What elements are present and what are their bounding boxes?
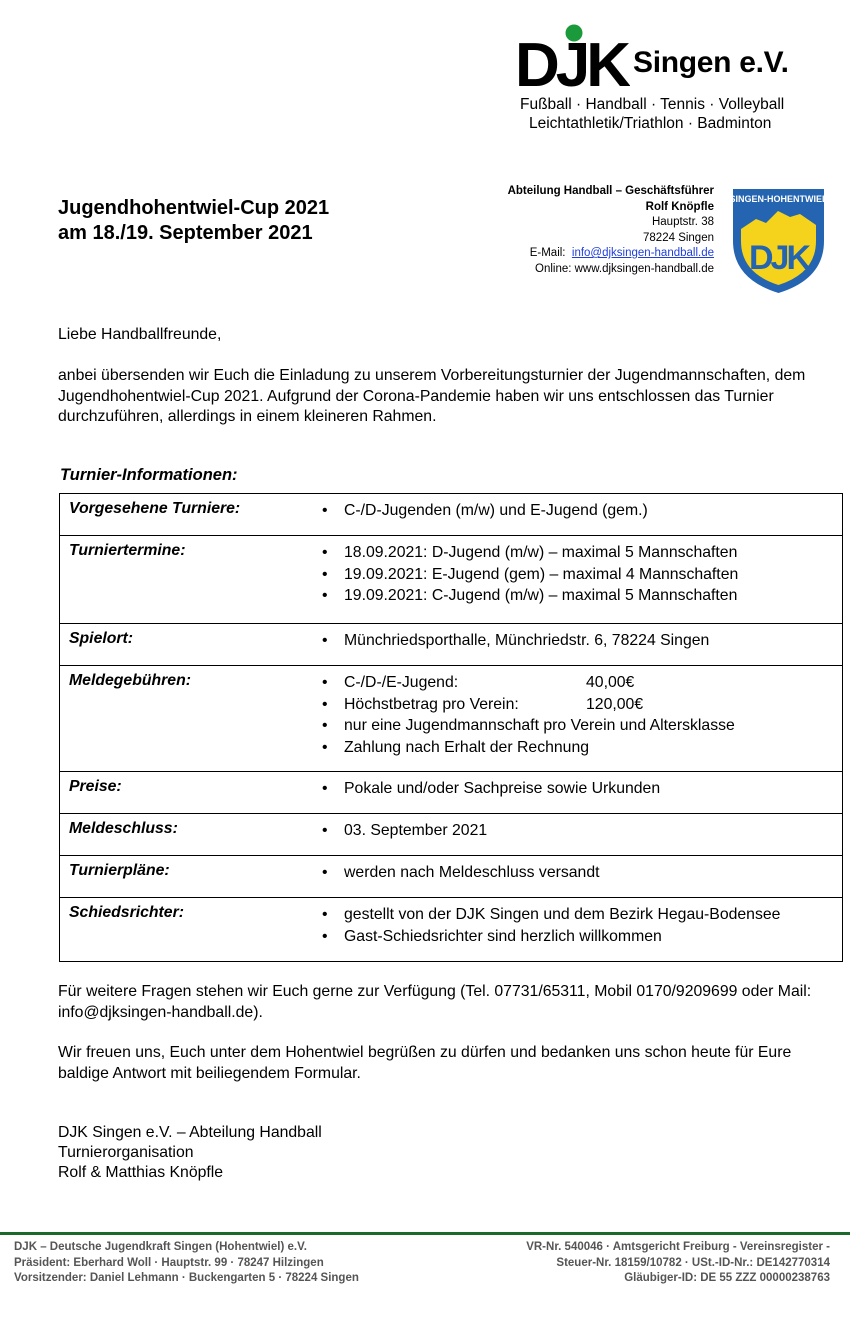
- section-title: Turnier-Informationen:: [60, 466, 238, 484]
- row-content: [314, 898, 843, 962]
- row-content: [314, 666, 843, 772]
- list-item: • nur eine Jugendmannschaft pro Verein und Altersklasse: [322, 717, 735, 734]
- logo-mark-text: DJK: [515, 31, 628, 94]
- logo-sports-line-1: Fußball · Handball · Tennis · Volleyball: [520, 96, 785, 113]
- row-label: Schiedsrichter:: [60, 898, 315, 962]
- list-item: • 19.09.2021: E-Jugend (gem) – maximal 4 Mannschaften: [322, 565, 739, 583]
- document-title-line-1: Jugendhohentwiel-Cup 2021: [58, 197, 330, 219]
- contact-city: 78224 Singen: [643, 231, 714, 244]
- signature-line-3: Rolf & Matthias Knöpfle: [58, 1164, 224, 1181]
- table-row: [60, 898, 843, 962]
- list-item: • 19.09.2021: C-Jugend (m/w) – maximal 5 Mannschaften: [322, 587, 738, 604]
- fee-name: Höchstbetrag pro Verein:: [344, 695, 519, 713]
- row-label: Meldeschluss:: [60, 814, 315, 856]
- fee-item: • C-/D-/E-Jugend: 40,00€: [314, 672, 842, 694]
- greeting: Liebe Handballfreunde,: [58, 326, 222, 343]
- footer-left-line-3: Vorsitzender: Daniel Lehmann · Buckengarten 5 · 78224 Singen: [14, 1272, 359, 1284]
- table-row: [60, 666, 843, 772]
- questions-paragraph: Für weitere Fragen stehen wir Euch gerne zur Verfügung (Tel. 07731/65311, Mobil 0170/9209699 oder Mail: info@djksingen-handball.de).: [58, 983, 812, 1021]
- logo-sports-line-2: Leichtathletik/Triathlon · Badminton: [529, 115, 772, 132]
- table-row: [60, 814, 843, 856]
- fee-item: • Höchstbetrag pro Verein: 120,00€: [314, 694, 842, 716]
- contact-email-link[interactable]: info@djksingen-handball.de: [571, 247, 714, 259]
- row-label: Turnierpläne:: [60, 856, 315, 898]
- footer-right: [526, 1240, 830, 1287]
- row-content: [314, 814, 843, 856]
- contact-email-row: [508, 246, 714, 262]
- contact-block: [508, 184, 714, 277]
- contact-name: Rolf Knöpfle: [645, 200, 714, 213]
- footer-right-line-2: Steuer-Nr. 18159/10782 · USt.-ID-Nr.: DE142770314: [556, 1256, 830, 1269]
- row-content: [314, 856, 843, 898]
- row-label: Meldegebühren:: [60, 666, 315, 772]
- fee-amount: 120,00€: [586, 695, 644, 713]
- list-item: • Münchriedsporthalle, Münchriedstr. 6, 78224 Singen: [322, 632, 710, 649]
- footer-right-line-1: VR-Nr. 540046 · Amtsgericht Freiburg - Vereinsregister -: [526, 1241, 830, 1253]
- list-item: • C-/D-Jugenden (m/w) und E-Jugend (gem.): [322, 502, 648, 519]
- row-content: [314, 772, 843, 814]
- footer-right-line-3: Gläubiger-ID: DE 55 ZZZ 00000238763: [624, 1272, 830, 1284]
- list-item: • Gast-Schiedsrichter sind herzlich willkommen: [322, 927, 662, 945]
- table-row: [60, 536, 843, 624]
- contact-street: Hauptstr. 38: [651, 216, 714, 228]
- row-label: Preise:: [60, 772, 315, 814]
- closing-paragraph: Wir freuen uns, Euch unter dem Hohentwiel begrüßen zu dürfen und bedanken uns schon heute für Eure baldige Antwort mit beiliegendem Formular.: [58, 1044, 792, 1082]
- list-item: • Pokale und/oder Sachpreise sowie Urkunden: [322, 780, 661, 797]
- footer-left-line-1: DJK – Deutsche Jugendkraft Singen (Hohentwiel) e.V.: [14, 1241, 307, 1253]
- fee-name: C-/D-/E-Jugend:: [344, 674, 459, 691]
- list-item: • Zahlung nach Erhalt der Rechnung: [322, 738, 590, 756]
- footer-left: [14, 1240, 359, 1287]
- contact-department: Abteilung Handball – Geschäftsführer: [507, 185, 714, 197]
- table-row: [60, 624, 843, 666]
- table-row: [60, 494, 843, 536]
- row-content: [314, 624, 843, 666]
- footer-left-line-2: Präsident: Eberhard Woll · Hauptstr. 99 · 78247 Hilzingen: [14, 1256, 324, 1269]
- signature-line-1: DJK Singen e.V. – Abteilung Handball: [58, 1124, 322, 1141]
- contact-online: Online: www.djksingen-handball.de: [535, 262, 714, 275]
- fee-amount: 40,00€: [586, 674, 635, 691]
- list-item: • 18.09.2021: D-Jugend (m/w) – maximal 5 Mannschaften: [322, 544, 738, 561]
- club-name: Singen e.V.: [633, 46, 789, 79]
- intro-paragraph: anbei übersenden wir Euch die Einladung zu unserem Vorbereitungsturnier der Jugendmannschaften, dem Jugendhohentwiel-Cup 2021. Aufgrund der Corona-Pandemie haben wir uns entschlossen das Turnier durchzuführen, allerdings in einem kleineren Rahmen.: [58, 367, 806, 425]
- list-item: • gestellt von der DJK Singen und dem Bezirk Hegau-Bodensee: [322, 906, 781, 923]
- contact-email-label: E-Mail:: [529, 247, 566, 259]
- club-logo: [515, 22, 805, 137]
- row-content: [314, 536, 843, 624]
- footer-rule: [0, 1232, 850, 1235]
- list-item: • werden nach Meldeschluss versandt: [322, 864, 600, 881]
- list-item: • 03. September 2021: [322, 822, 488, 839]
- row-label: Vorgesehene Turniere:: [60, 494, 315, 536]
- badge-letters: DJK: [748, 239, 809, 277]
- row-label: Spielort:: [60, 624, 315, 666]
- document-title-line-2: am 18./19. September 2021: [58, 222, 313, 244]
- row-content: [314, 494, 843, 536]
- row-label: Turniertermine:: [60, 536, 315, 624]
- badge-arc-text: SINGEN-HOHENTWIEL: [730, 194, 827, 204]
- djk-singen-hohentwiel-badge-icon: [730, 181, 827, 295]
- table-row: [60, 856, 843, 898]
- djk-logo-icon: [515, 22, 630, 94]
- signature-line-2: Turnierorganisation: [58, 1144, 194, 1161]
- tournament-info-table: [59, 493, 843, 962]
- table-row: [60, 772, 843, 814]
